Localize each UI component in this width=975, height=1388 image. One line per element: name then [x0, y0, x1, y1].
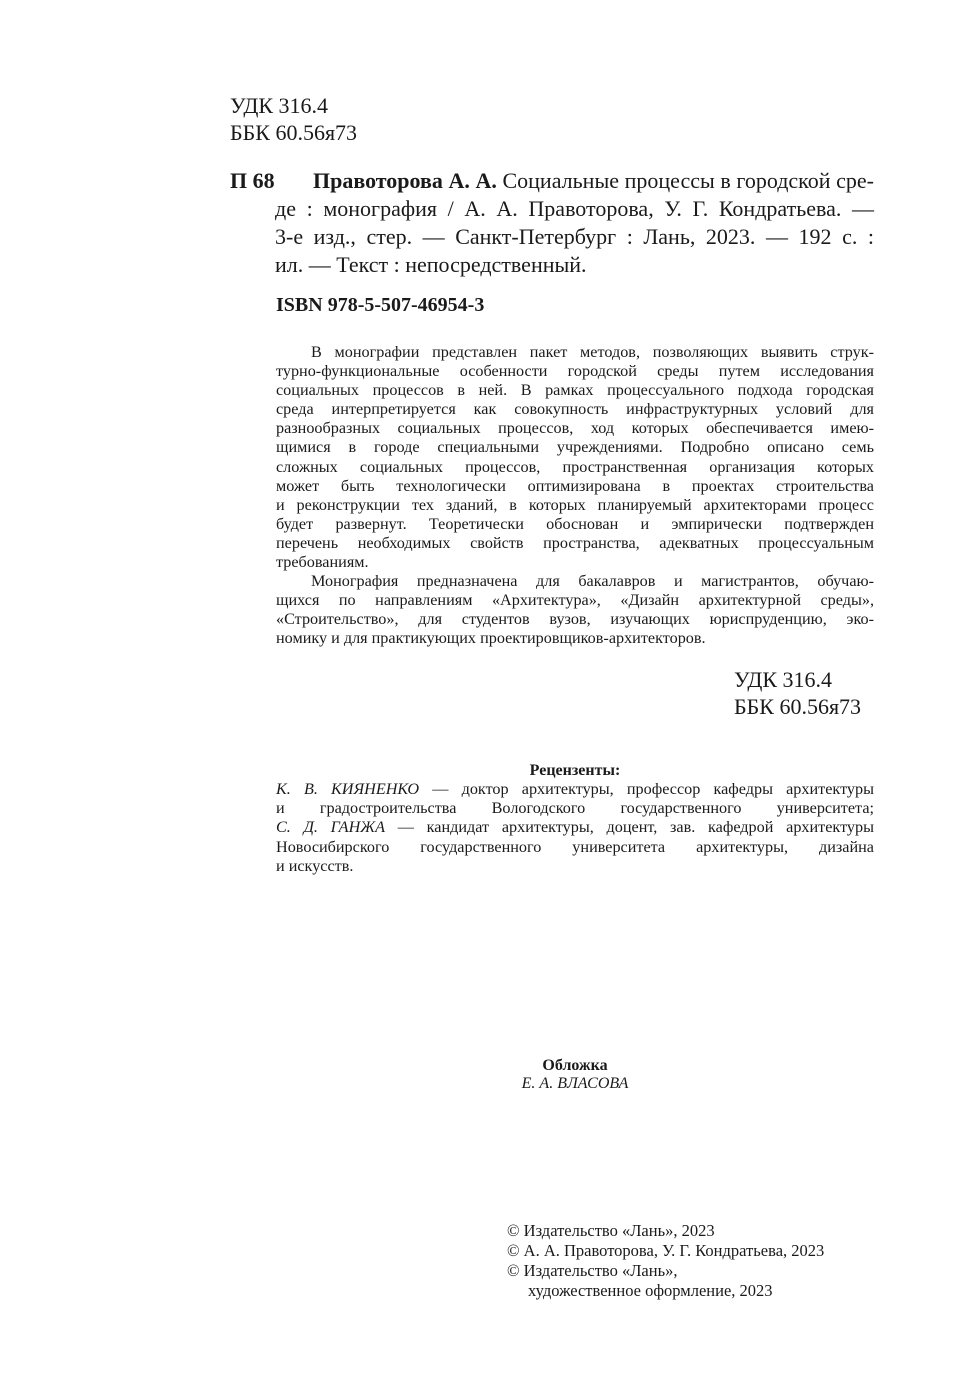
cover-title: Обложка [542, 1057, 608, 1074]
abstract [276, 343, 874, 649]
reviewer-2-desc: — кандидат архитектуры, доцент, зав. кафедрой архитектуры [397, 818, 875, 837]
biblio-line-4: ил. — Текст : непосредственный. [275, 252, 587, 277]
udk-bottom-block [734, 666, 874, 720]
catalog-code: П 68 [230, 168, 275, 193]
abstract-line: сложных социальных процессов, пространственная организация которых [276, 457, 874, 476]
abstract-line: будет развернут. Теоретически обоснован и эмпирически подтвержден [276, 514, 874, 533]
copyright-publisher: © Издательство «Лань», 2023 [507, 1221, 715, 1240]
abstract-line: щимися в городе специальными учреждениями. Подробно описано семь [276, 438, 874, 457]
biblio-line-1 [275, 167, 874, 195]
abstract-line: В монографии представлен пакет методов, позволяющих выявить струк- [311, 343, 874, 361]
abstract-line: может быть технологически оптимизирована в проектах строительства [276, 476, 874, 495]
bbk-top: ББК 60.56я73 [230, 120, 358, 145]
abstract-line: среда интерпретируется как совокупность инфраструктурных условий для [276, 400, 874, 419]
abstract-line: Монография предназначена для бакалавров и магистрантов, обучаю- [311, 572, 874, 591]
reviewer-2-line-1 [276, 818, 874, 837]
reviewer-1-line-1 [276, 780, 874, 799]
copyright-design: © Издательство «Лань», [507, 1261, 678, 1280]
reviewer-2-line-2: Новосибирского государственного университета архитектуры, дизайна [276, 837, 874, 856]
copyright-authors: © А. А. Правоторова, У. Г. Кондратьева, 2023 [507, 1241, 825, 1260]
udk-top: УДК 316.4 [230, 93, 329, 118]
abstract-line: щихся по направлениям «Архитектура», «Дизайн архитектурной среды», [276, 591, 874, 610]
bbk-bottom: ББК 60.56я73 [734, 694, 862, 719]
reviewers-title: Рецензенты: [529, 762, 621, 779]
biblio-line-2: де : монография / А. А. Правоторова, У. Г. Кондратьева. — [275, 196, 874, 221]
reviewer-2-line-3: и искусств. [276, 856, 354, 875]
biblio-author: Правоторова А. А. [313, 168, 497, 193]
abstract-line: и реконструкции тех зданий, в которых планируемый архитекторами процесс [276, 495, 874, 514]
biblio-line-3: 3-е изд., стер. — Санкт-Петербург : Лань, 2023. — 192 с. : [275, 224, 874, 249]
abstract-line: социальных процессов в ней. В рамках процессуального подхода городская [276, 381, 874, 400]
isbn: ISBN 978-5-507-46954-3 [276, 294, 485, 316]
reviewer-1-desc: — доктор архитектуры, профессор кафедры архитектуры [432, 780, 874, 798]
udk-top-block [230, 92, 530, 146]
reviewers-list [276, 780, 874, 876]
bibliographic-record [275, 167, 874, 279]
abstract-line: требованиям. [276, 553, 369, 572]
abstract-line: перечень необходимых свойств пространства, адекватных процессуальным [276, 533, 874, 552]
reviewer-1-line-2: и градостроительства Вологодского государственного университета; [276, 799, 874, 818]
reviewer-2-name: С. Д. ГАНЖА [276, 818, 385, 837]
abstract-line: турно-функциональные особенности городской среды путем исследования [276, 362, 874, 381]
udk-bottom: УДК 316.4 [734, 667, 833, 692]
reviewer-1-name: К. В. КИЯНЕНКО [276, 780, 420, 798]
copyright-block [507, 1221, 824, 1301]
biblio-title-start: Социальные процессы в городской сре- [502, 168, 874, 193]
cover-artist: Е. А. ВЛАСОВА [521, 1075, 629, 1092]
abstract-line: разнообразных социальных процессов, ход которых обеспечивается имею- [276, 419, 874, 438]
abstract-line: «Строительство», для студентов вузов, изучающих юриспруденцию, эко- [276, 610, 874, 629]
abstract-line: номику и для практикующих проектировщиков-архитекторов. [276, 629, 706, 648]
copyright-design-cont: художественное оформление, 2023 [528, 1281, 773, 1300]
